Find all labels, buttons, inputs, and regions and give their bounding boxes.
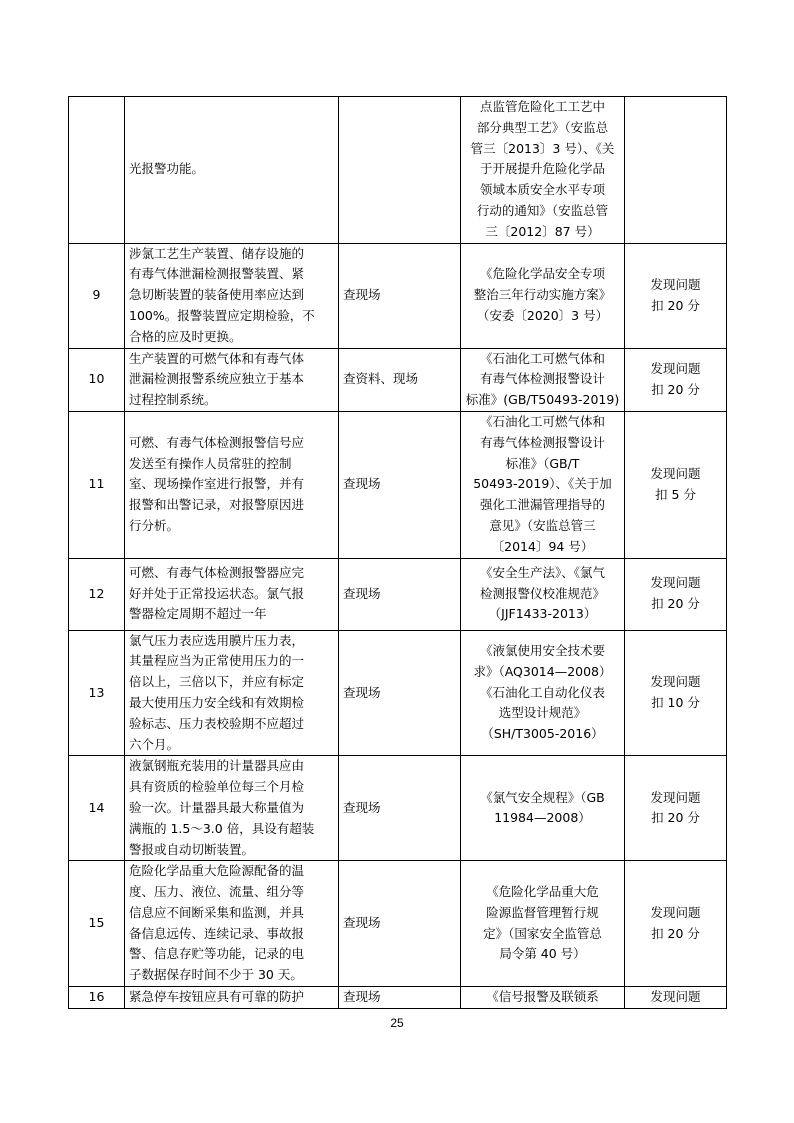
- item-number-cell: [69, 97, 125, 244]
- req-line: 液氯钢瓶充装用的计量器具应由: [129, 758, 305, 774]
- inspection-table: [68, 96, 727, 1009]
- req-line: 信息应不间断采集和监测，并具: [129, 904, 305, 920]
- requirement-cell: [125, 756, 339, 861]
- item-number-cell: 9: [69, 243, 125, 348]
- req-line: 可燃、有毒气体检测报警器应完: [129, 564, 305, 580]
- req-line: 泄漏检测报警系统应独立于基本: [129, 371, 305, 387]
- requirement-cell: [125, 558, 339, 630]
- req-line: 六个月。: [129, 736, 180, 752]
- item-number-cell: 16: [69, 987, 125, 1009]
- check-method-cell: 查现场: [339, 861, 461, 987]
- basis-line: （安委〔2020〕3 号）: [476, 307, 609, 323]
- req-line: 最大使用压力安全线和有效期检: [129, 694, 305, 710]
- basis-line: 行动的通知》（安监总管: [476, 202, 609, 218]
- req-line: 氯气压力表应选用膜片压力表，: [129, 632, 305, 648]
- deduct-line: 发现问题: [650, 904, 701, 920]
- table-row: [69, 243, 727, 348]
- req-line: 具有资质的检验单位每三个月检: [129, 779, 305, 795]
- item-number-cell: 13: [69, 630, 125, 756]
- basis-line: 《信号报警及联锁系: [486, 989, 599, 1005]
- req-line: 满瓶的 1.5～3.0 倍，具设有超装: [129, 820, 315, 836]
- deduct-line: 发现问题: [650, 465, 701, 481]
- basis-line: 局令第 40 号）: [499, 946, 586, 962]
- basis-cell: [461, 348, 625, 411]
- table-row: [69, 558, 727, 630]
- basis-line: 三〔2012〕87 号）: [485, 223, 600, 239]
- requirement-cell: [125, 97, 339, 244]
- basis-cell: [461, 756, 625, 861]
- basis-line: 险源监督管理暂行规: [486, 904, 599, 920]
- deduct-line: 发现问题: [650, 575, 701, 591]
- check-method-cell: 查现场: [339, 630, 461, 756]
- deduction-cell: [625, 756, 727, 861]
- requirement-cell: [125, 348, 339, 411]
- check-method-cell: 查现场: [339, 756, 461, 861]
- basis-line: 《石油化工自动化仪表: [479, 684, 605, 700]
- deduct-line: 发现问题: [650, 789, 701, 805]
- basis-line: 强化工泄漏管理指导的: [479, 497, 605, 513]
- req-line: 合格的应及时更换。: [129, 328, 242, 344]
- basis-line: 管三〔2013〕3 号）、《关: [470, 140, 615, 156]
- req-line: 警器检定周期不超过一年: [129, 606, 267, 622]
- req-line: 有毒气体泄漏检测报警装置、紧: [129, 266, 305, 282]
- req-line: 紧急停车按钮应具有可靠的防护: [129, 989, 305, 1005]
- req-line: 警、信息存贮等功能，记录的电: [129, 946, 305, 962]
- req-line: 验标志、压力表校验期不应超过: [129, 715, 305, 731]
- deduct-line: 扣 20 分: [651, 381, 700, 397]
- req-line: 发送至有操作人员常驻的控制: [129, 455, 292, 471]
- basis-line: 《危险化学品重大危: [486, 884, 599, 900]
- req-line: 室、现场操作室进行报警，并有: [129, 476, 305, 492]
- deduct-line: 发现问题: [650, 360, 701, 376]
- deduction-cell: [625, 558, 727, 630]
- requirement-cell: [125, 243, 339, 348]
- req-line: 其量程应当为正常使用压力的一: [129, 653, 305, 669]
- req-line: 涉氯工艺生产装置、储存设施的: [129, 245, 305, 261]
- basis-line: 50493-2019）、《关于加: [473, 476, 612, 492]
- item-number-cell: 10: [69, 348, 125, 411]
- item-number-cell: 15: [69, 861, 125, 987]
- basis-line: 领域本质安全水平专项: [479, 182, 605, 198]
- basis-line: 定》（国家安全监管总: [483, 925, 602, 941]
- check-method-cell: 查现场: [339, 411, 461, 558]
- deduction-cell: [625, 243, 727, 348]
- basis-line: （SH/T3005-2016）: [481, 726, 604, 742]
- req-line: 行分析。: [129, 517, 180, 533]
- basis-line: 〔2014〕94 号）: [491, 538, 594, 554]
- deduct-line: 扣 20 分: [651, 925, 700, 941]
- req-line: 度、压力、液位、流量、组分等: [129, 884, 305, 900]
- req-line: 报警和出警记录，对报警原因进: [129, 497, 305, 513]
- basis-line: 《石油化工可燃气体和: [479, 350, 605, 366]
- req-line: 光报警功能。: [129, 161, 205, 177]
- basis-line: 点监管危险化工工艺中: [479, 99, 605, 114]
- table-row: [69, 987, 727, 1009]
- basis-cell: [461, 861, 625, 987]
- basis-line: 求》（AQ3014—2008）: [473, 663, 612, 679]
- req-line: 100%。报警装置应定期检验，不: [129, 307, 315, 323]
- requirement-cell: [125, 987, 339, 1009]
- basis-line: 标准》（GB/T: [505, 455, 580, 471]
- deduct-line: 发现问题: [650, 989, 701, 1005]
- basis-line: 于开展提升危险化学品: [479, 161, 605, 177]
- requirement-cell: [125, 630, 339, 756]
- deduction-cell: [625, 987, 727, 1009]
- basis-line: 《危险化学品安全专项: [479, 266, 605, 282]
- requirement-cell: [125, 411, 339, 558]
- page-number: 25: [390, 1016, 404, 1030]
- req-line: 警报或自动切断装置。: [129, 841, 255, 857]
- basis-cell: [461, 97, 625, 244]
- basis-line: 有毒气体检测报警设计: [479, 434, 605, 450]
- deduction-cell: [625, 630, 727, 756]
- check-method-cell: 查现场: [339, 243, 461, 348]
- req-line: 可燃、有毒气体检测报警信号应: [129, 434, 305, 450]
- req-line: 过程控制系统。: [129, 392, 217, 408]
- table-row: [69, 861, 727, 987]
- basis-cell: [461, 558, 625, 630]
- req-line: 验一次。计量器具最大称量值为: [129, 799, 305, 815]
- basis-line: 检测报警仪校准规范》: [479, 585, 605, 601]
- basis-cell: [461, 987, 625, 1009]
- deduct-line: 发现问题: [650, 276, 701, 292]
- req-line: 备信息远传、连续记录、事故报: [129, 925, 305, 941]
- req-line: 倍以上，三倍以下，并应有标定: [129, 674, 305, 690]
- basis-line: 意见》（安监总管三: [489, 517, 596, 533]
- basis-cell: [461, 411, 625, 558]
- basis-line: 《安全生产法》、《氯气: [479, 564, 605, 580]
- item-number-cell: 11: [69, 411, 125, 558]
- basis-cell: [461, 243, 625, 348]
- table-row: [69, 348, 727, 411]
- table-row: [69, 97, 727, 244]
- deduct-line: 发现问题: [650, 674, 701, 690]
- req-line: 危险化学品重大危险源配备的温: [129, 863, 305, 879]
- deduct-line: 扣 5 分: [655, 486, 696, 502]
- table-row: [69, 756, 727, 861]
- req-line: 生产装置的可燃气体和有毒气体: [129, 350, 305, 366]
- req-line: 急切断装置的装备使用率应达到: [129, 287, 305, 303]
- basis-line: 11984—2008）: [494, 810, 591, 826]
- deduction-cell: [625, 97, 727, 244]
- check-method-cell: 查资料、现场: [339, 348, 461, 411]
- basis-line: 《氯气安全规程》（GB: [480, 789, 605, 805]
- req-line: 子数据保存时间不少于 30 天。: [129, 967, 303, 983]
- basis-line: 《石油化工可燃气体和: [479, 413, 605, 429]
- basis-line: 《液氯使用安全技术要: [479, 642, 605, 658]
- basis-cell: [461, 630, 625, 756]
- basis-line: 选型设计规范》: [498, 705, 587, 721]
- deduct-line: 扣 20 分: [651, 810, 700, 826]
- check-method-cell: 查现场: [339, 987, 461, 1009]
- table-row: [69, 630, 727, 756]
- deduction-cell: [625, 861, 727, 987]
- deduction-cell: [625, 411, 727, 558]
- deduct-line: 扣 20 分: [651, 596, 700, 612]
- req-line: 好并处于正常投运状态。氯气报: [129, 585, 305, 601]
- deduct-line: 扣 20 分: [651, 297, 700, 313]
- deduct-line: 扣 10 分: [651, 694, 700, 710]
- basis-line: 部分典型工艺》（安监总: [476, 119, 609, 135]
- item-number-cell: 14: [69, 756, 125, 861]
- deduction-cell: [625, 348, 727, 411]
- check-method-cell: [339, 97, 461, 244]
- basis-line: （JJF1433-2013）: [488, 606, 597, 622]
- requirement-cell: [125, 861, 339, 987]
- basis-line: 整治三年行动实施方案》: [473, 287, 612, 303]
- basis-line: 有毒气体检测报警设计: [479, 371, 605, 387]
- basis-line: 标准》(GB/T50493-2019): [465, 392, 620, 408]
- table-row: [69, 411, 727, 558]
- check-method-cell: 查现场: [339, 558, 461, 630]
- item-number-cell: 12: [69, 558, 125, 630]
- table-body: [69, 97, 727, 1009]
